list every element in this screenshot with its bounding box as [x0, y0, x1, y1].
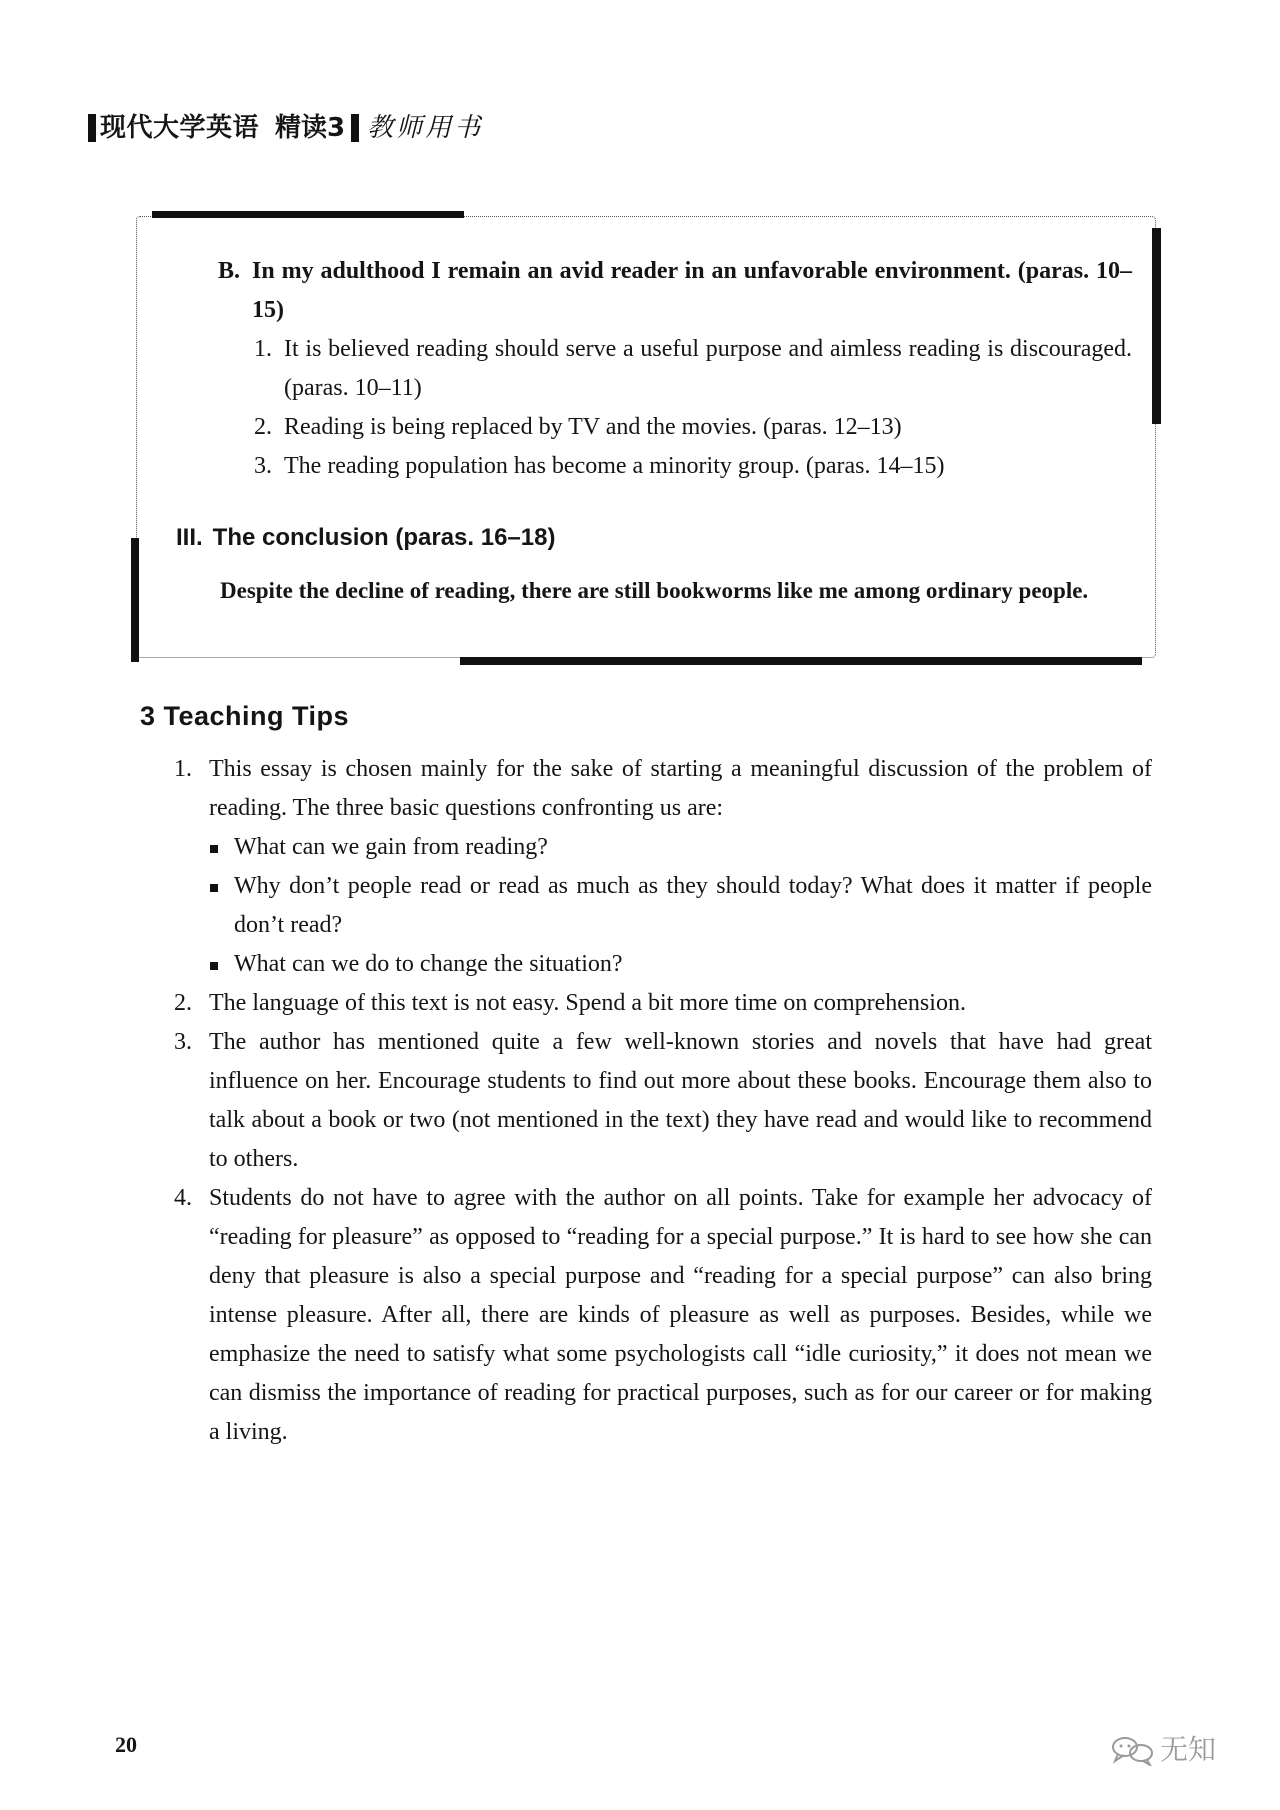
tip-body — [209, 1179, 1152, 1452]
point-number: 1. — [254, 336, 272, 362]
outline-content — [172, 252, 1132, 610]
header-bar-left — [88, 114, 96, 142]
book-title: 现代大学英语 — [100, 113, 260, 143]
box-rule-right — [1152, 228, 1161, 424]
book-subtitle: 教师用书 — [367, 113, 484, 143]
tip-number: 4. — [174, 1185, 192, 1211]
box-rule-left — [131, 538, 139, 662]
outline-point — [254, 330, 1132, 408]
section-title: 3 Teaching Tips — [140, 701, 350, 731]
box-rule-top — [152, 211, 464, 218]
tip-item — [174, 984, 1152, 1023]
tip-text: The author has mentioned quite a few well-known stories and novels that have had great influence on her. Encourage students to find out more about these books. Encourage them also to talk about a book or two (not mentioned in the text) they have read and would like to recommend to others. — [209, 1029, 1152, 1172]
section-b-points — [172, 330, 1132, 486]
bullet-item — [209, 828, 1152, 867]
section-three-title: The conclusion (paras. 16–18) — [212, 524, 556, 551]
page-number: 20 — [115, 1732, 137, 1757]
tip-number: 3. — [174, 1029, 192, 1055]
square-bullet-icon — [209, 828, 234, 867]
point-number: 2. — [254, 414, 272, 440]
bullet-item — [209, 945, 1152, 984]
point-text: Reading is being replaced by TV and the movies. (paras. 12–13) — [284, 414, 902, 440]
tip-number: 2. — [174, 990, 192, 1016]
section-three-numeral: III. — [176, 524, 203, 551]
volume-label: 精读3 — [275, 113, 346, 143]
bullet-text: Why don’t people read or read as much as they should today? What does it matter if people don’t read? — [234, 873, 1152, 938]
outline-point — [254, 447, 1132, 486]
tip-body — [209, 750, 1152, 984]
watermark-text: 无知 — [1160, 1733, 1217, 1766]
section-b-letter: B. — [218, 258, 241, 284]
chat-bubbles-icon — [1110, 1734, 1156, 1766]
outline-section-three — [176, 518, 1132, 557]
tip-item — [174, 1023, 1152, 1179]
tip-item — [174, 750, 1152, 984]
bullet-text: What can we gain from reading? — [234, 834, 548, 860]
point-text: The reading population has become a minority group. (paras. 14–15) — [284, 453, 945, 479]
header-bar-right — [351, 114, 359, 142]
tip-text: The language of this text is not easy. Spend a bit more time on comprehension. — [209, 990, 966, 1016]
tip-number: 1. — [174, 756, 192, 782]
tip-item — [174, 1179, 1152, 1452]
conclusion-summary: Despite the decline of reading, there are still bookworms like me among ordinary people. — [220, 578, 1089, 603]
tip-body — [209, 984, 1152, 1023]
outline-section-b — [218, 252, 1132, 330]
box-rule-bottom — [460, 657, 1142, 665]
section-b-heading: In my adulthood I remain an avid reader in an unfavorable environment. (paras. 10–15) — [252, 258, 1132, 323]
bullet-text: What can we do to change the situation? — [234, 951, 623, 977]
square-bullet-icon — [209, 867, 234, 945]
teaching-tips-list — [174, 750, 1152, 1452]
bullet-item — [209, 867, 1152, 945]
outline-point — [254, 408, 1132, 447]
tip-text: This essay is chosen mainly for the sake of starting a meaningful discussion of the problem of reading. The three basic questions confronting us are: — [209, 756, 1152, 821]
tip-bullets — [209, 828, 1152, 984]
point-text: It is believed reading should serve a useful purpose and aimless reading is discouraged. (paras. 10–11) — [284, 336, 1132, 401]
square-bullet-icon — [209, 945, 234, 984]
tip-text: Students do not have to agree with the author on all points. Take for example her advocacy of “reading for pleasure” as opposed to “reading for a special purpose.” It is hard to see how she can deny that pleasure is also a special purpose and “reading for a special purpose” can also bring intense pleasure. After all, there are kinds of pleasure as well as purposes. Besides, while we emphasize the need to satisfy what some psychologists call “idle curiosity,” it does not mean we can dismiss the importance of reading for practical purposes, such as for our career or for making a living. — [209, 1185, 1152, 1445]
watermark — [1110, 1734, 1216, 1766]
running-header — [88, 108, 483, 148]
tip-body — [209, 1023, 1152, 1179]
point-number: 3. — [254, 453, 272, 479]
